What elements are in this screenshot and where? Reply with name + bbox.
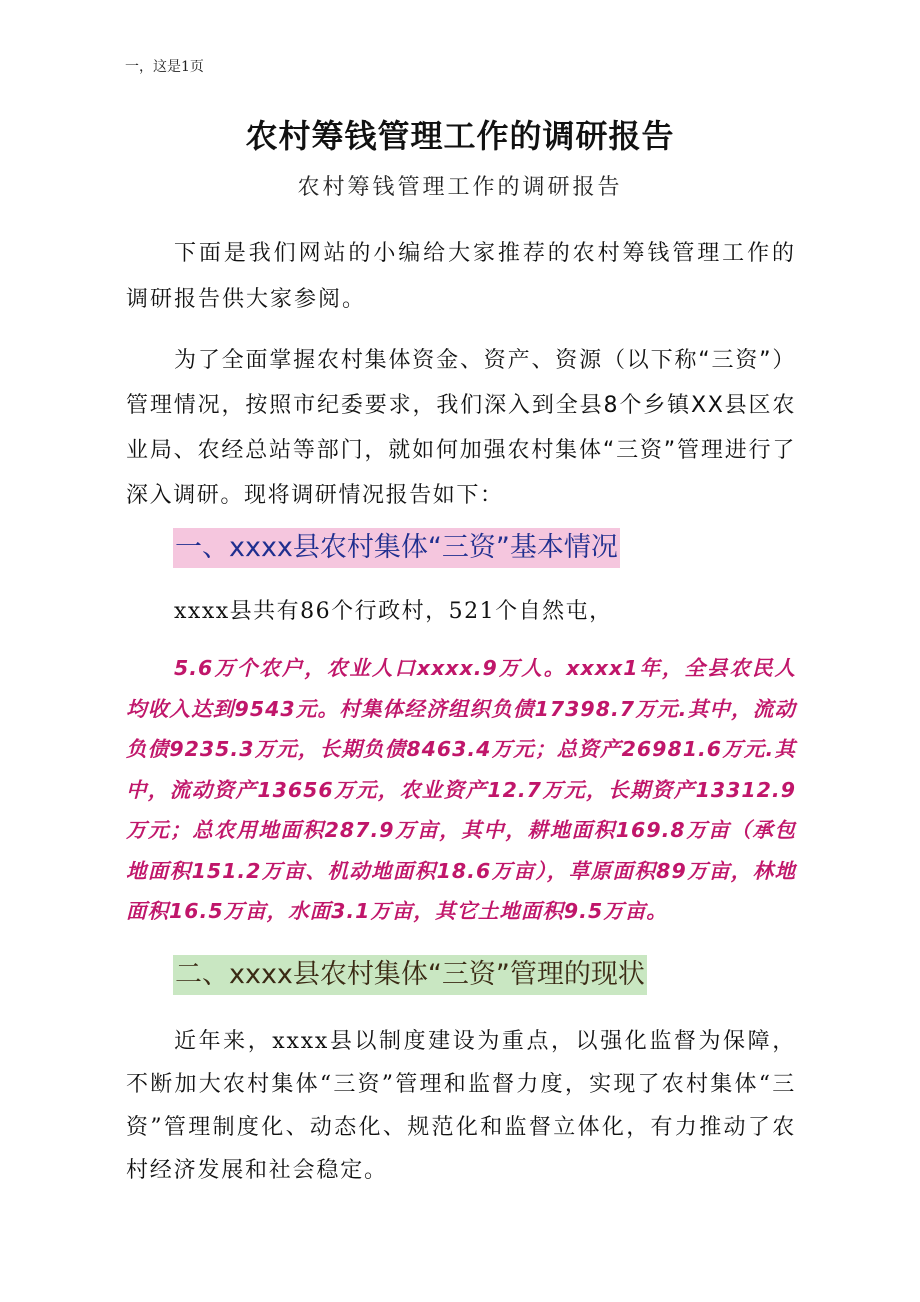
section-1-statistics-paragraph: 5.6万个农户，农业人口xxxx.9万人。xxxx1年，全县农民人均收入达到9543元。村集体经济组织负债17398.7万元.其中，流动负债9235.3万元，长期负债8463.4万元；总资产26981.6万元.其中，流动资产13656万元，农业资产12.7万元，长期资产13312.9万元；总农用地面积287.9万亩，其中，耕地面积169.8万亩（承包地面积151.2万亩、机动地面积18.6万亩），草原面积89万亩，林地面积16.5万亩，水面3.1万亩，其它土地面积9.5万亩。: [126, 656, 796, 923]
section-1-intro-line: xxxx县共有86个行政村，521个自然屯，: [174, 599, 613, 624]
section-2-heading: 二、xxxx县农村集体“三资”管理的现状: [173, 955, 647, 995]
section-1-heading: 一、xxxx县农村集体“三资”基本情况: [173, 528, 620, 568]
document-subtitle: 农村筹钱管理工作的调研报告: [297, 175, 623, 200]
purpose-paragraph: 为了全面掌握农村集体资金、资产、资源（以下称“三资”）管理情况，按照市纪委要求，我们深入到全县8个乡镇XX县区农业局、农经总站等部门，就如何加强农村集体“三资”管理进行了深入调研。现将调研情况报告如下：: [126, 348, 796, 508]
page-header-label: 一，这是1页: [125, 59, 204, 75]
intro-paragraph: 下面是我们网站的小编给大家推荐的农村筹钱管理工作的调研报告供大家参阅。: [126, 241, 796, 312]
document-title: 农村筹钱管理工作的调研报告: [245, 117, 675, 155]
section-2-body-paragraph: 近年来，xxxx县以制度建设为重点，以强化监督为保障，不断加大农村集体“三资”管理和监督力度，实现了农村集体“三资”管理制度化、动态化、规范化和监督立体化，有力推动了农村经济发展和社会稳定。: [126, 1029, 796, 1183]
